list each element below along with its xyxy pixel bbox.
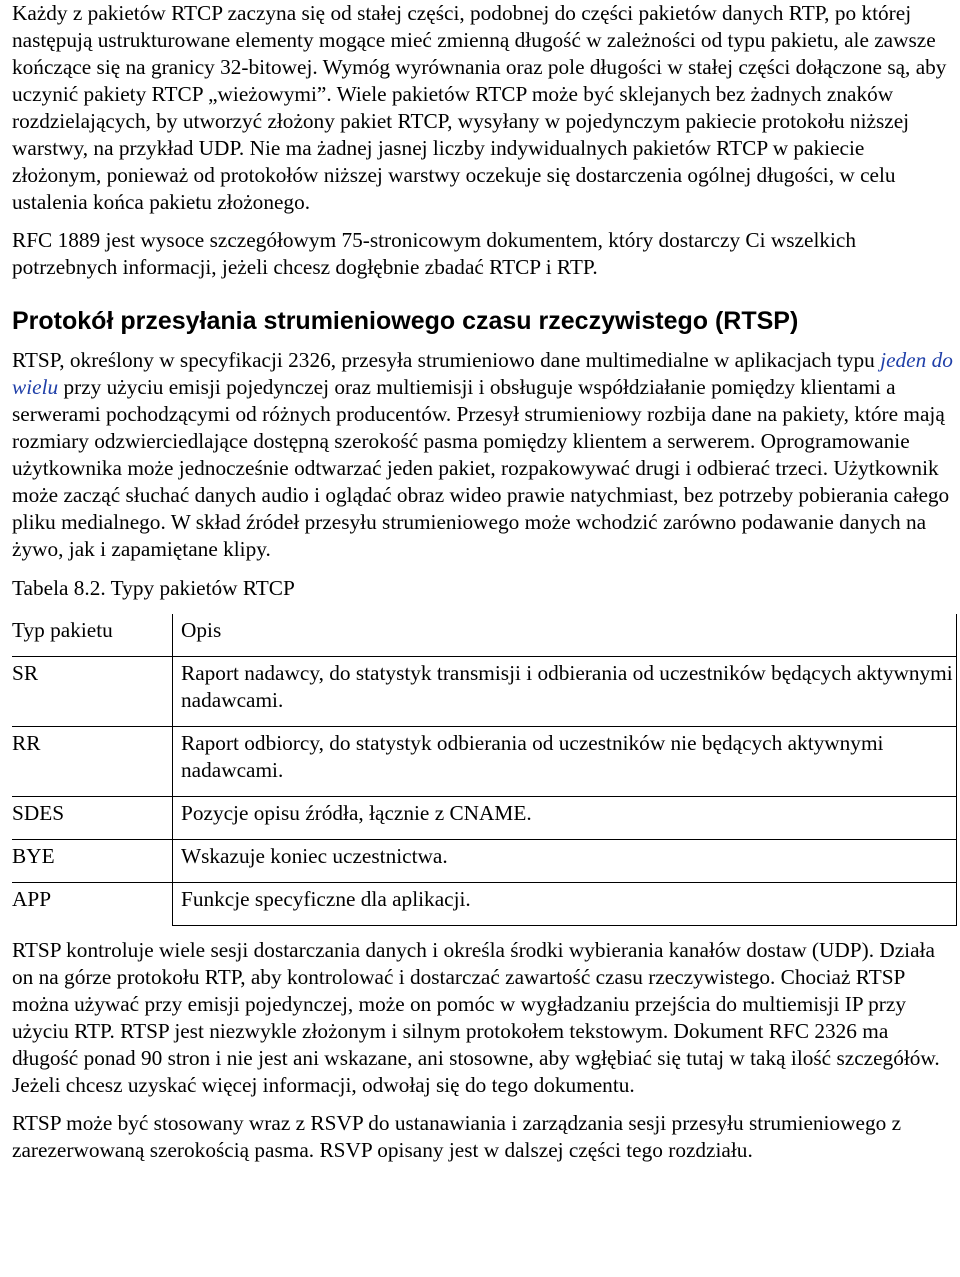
paragraph-rtsp-intro-part2: przy użyciu emisji pojedynczej oraz multiemisji i obsługuje współdziałanie pomiędzy klientami a serwerami pochodzącymi od różnych producentów. Przesył strumieniowy rozbija dane na pakiety, które mają rozmiary odzwierciedlające dostępną szerokość pasma pomiędzy klientem a serwerem. Oprogramowanie użytkownika może jednocześnie odtwarzać jeden pakiet, rozpakowywać drugi i odbierać trzeci. Użytkownik może zacząć słuchać danych audio i oglądać obraz wideo prawie natychmiast, bez potrzeby pobierania całego pliku medialnego. W skład źródeł przesyłu strumieniowego może wchodzić zarówno podawanie danych na żywo, jak i zapamiętane klipy. <box>12 375 950 561</box>
packet-type-cell: SR <box>12 657 173 727</box>
paragraph-rfc1889: RFC 1889 jest wysoce szczegółowym 75-stronicowym dokumentem, który dostarczy Ci wszelkich potrzebnych informacji, jeżeli chcesz dogłębnie zbadać RTCP i RTP. <box>12 228 857 279</box>
table-row <box>12 797 957 840</box>
paragraph-rtsp-intro-part1: RTSP, określony w specyfikacji 2326, przesyła strumieniowo dane multimedialne w aplikacjach typu <box>12 348 881 372</box>
header-cell-description: Opis <box>173 614 957 657</box>
table-row <box>12 840 957 883</box>
packet-type-cell: SDES <box>12 797 173 840</box>
packet-type-cell: APP <box>12 883 173 926</box>
section-heading-rtsp: Protokół przesyłania strumieniowego czasu rzeczywistego (RTSP) <box>12 307 799 335</box>
paragraph-rtsp-intro <box>12 347 954 563</box>
table-row <box>12 657 957 727</box>
table-row <box>12 883 957 926</box>
paragraph-rtsp-control: RTSP kontroluje wiele sesji dostarczania danych i określa środki wybierania kanałów dostaw (UDP). Działa on na górze protokołu RTP, aby kontrolować i dostarczać zawartość czasu rzeczywistego. Chociaż RTSP można używać przy emisji pojedynczej, może on pomóc w wygładzaniu przejścia do multiemisji IP przy użyciu RTP. RTSP jest niezwykle złożonym i silnym protokołem tekstowym. Dokument RFC 2326 ma długość ponad 90 stron i nie jest ani wskazane, ani stosowne, aby wgłębiać się tutaj w taką ilość szczegółów. Jeżeli chcesz uzyskać więcej informacji, odwołaj się do tego dokumentu. <box>12 938 940 1097</box>
packet-description-cell: Raport nadawcy, do statystyk transmisji i odbierania od uczestników będących aktywnymi nadawcami. <box>173 657 957 727</box>
table-header-row <box>12 614 957 657</box>
rtcp-packet-types-table <box>12 614 957 926</box>
document-page <box>12 0 954 1164</box>
packet-type-cell: BYE <box>12 840 173 883</box>
packet-description-cell: Wskazuje koniec uczestnictwa. <box>173 840 957 883</box>
table-caption: Tabela 8.2. Typy pakietów RTCP <box>12 576 295 600</box>
header-cell-type: Typ pakietu <box>12 614 173 657</box>
packet-description-cell: Pozycje opisu źródła, łącznie z CNAME. <box>173 797 957 840</box>
paragraph-rtcp-structure: Każdy z pakietów RTCP zaczyna się od stałej części, podobnej do części pakietów danych RTP, po której następują ustrukturowane elementy mogące mieć zmienną długość w zależności od typu pakietu, ale zawsze kończące się na granicy 32-bitowej. Wymóg wyrównania oraz pole długości w stałej części dołączone są, aby uczynić pakiety RTCP „wieżowymi”. Wiele pakietów RTCP może być sklejanych bez żadnych znaków rozdzielających, by utworzyć złożony pakiet RTCP, wysyłany w pojedynczym pakiecie protokołu niższej warstwy, na przykład UDP. Nie ma żadnej jasnej liczby indywidualnych pakietów RTCP w pakiecie złożonym, ponieważ od protokołów niższej warstwy oczekuje się dostarczenia ogólnej długości, w celu ustalenia końca pakietu złożonego. <box>12 1 947 214</box>
packet-description-cell: Funkcje specyficzne dla aplikacji. <box>173 883 957 926</box>
packet-description-cell: Raport odbiorcy, do statystyk odbierania od uczestników nie będących aktywnymi nadawcami. <box>173 727 957 797</box>
term-one-to-many: jeden do wielu <box>12 348 953 399</box>
packet-type-cell: RR <box>12 727 173 797</box>
table-row <box>12 727 957 797</box>
paragraph-rtsp-rsvp: RTSP może być stosowany wraz z RSVP do ustanawiania i zarządzania sesji przesyłu strumieniowego z zarezerwowaną szerokością pasma. RSVP opisany jest w dalszej części tego rozdziału. <box>12 1111 902 1162</box>
